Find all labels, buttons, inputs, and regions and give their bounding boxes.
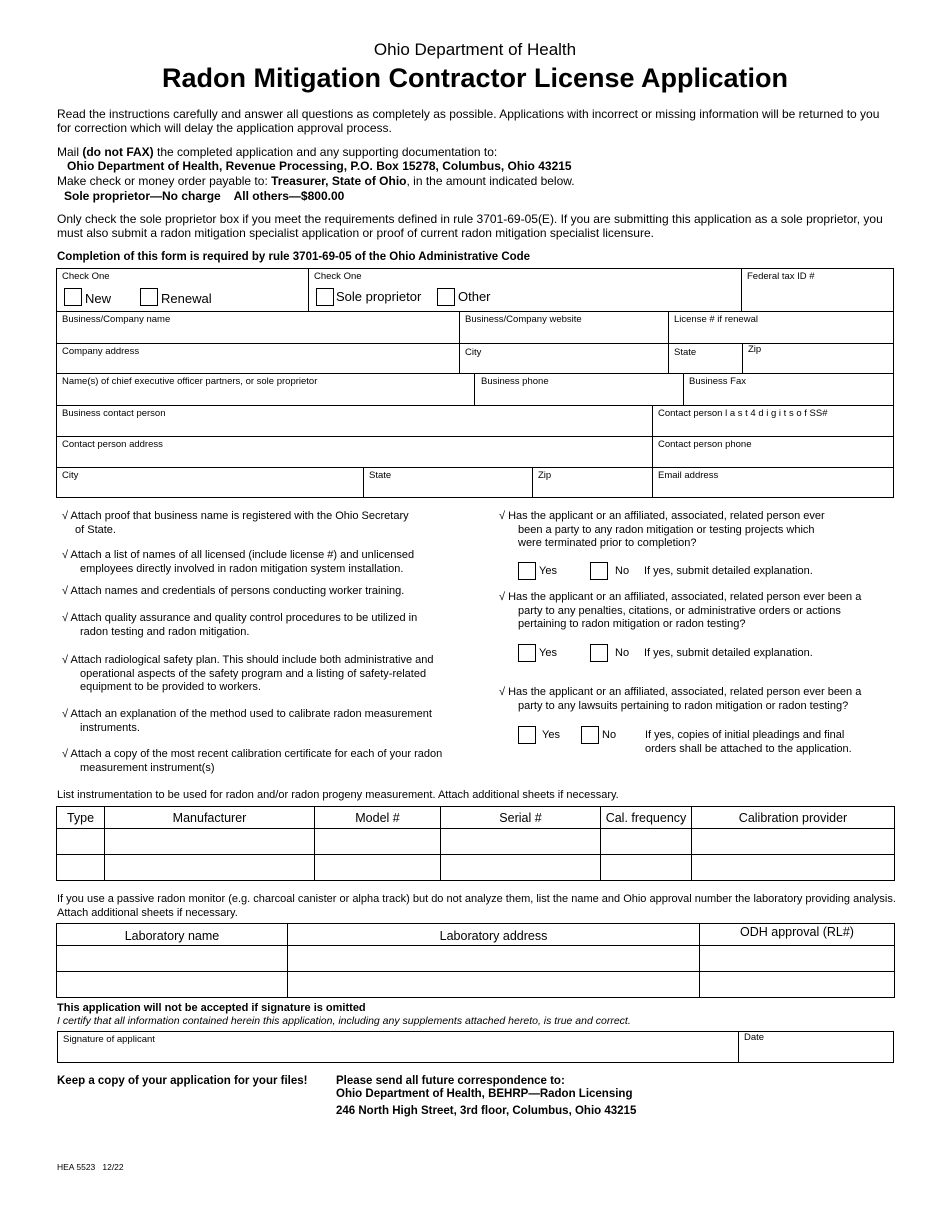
q2-no-checkbox[interactable]: [590, 644, 608, 662]
contact-phone-field[interactable]: Contact person phone: [652, 436, 894, 468]
q2-yes-checkbox[interactable]: [518, 644, 536, 662]
col-odh-approval: ODH approval (RL#): [700, 924, 895, 946]
page-title: Radon Mitigation Contractor License Application: [161, 63, 789, 93]
sole-proprietor-checkbox[interactable]: [316, 288, 334, 306]
business-website-field[interactable]: Business/Company website: [459, 311, 669, 344]
q1-no-label: No: [615, 565, 630, 577]
attachment-item: √ Attach quality assurance and quality control procedures to be utilized in radon testing and radon mitigation.: [62, 612, 418, 638]
other-checkbox[interactable]: [437, 288, 455, 306]
license-number-field[interactable]: License # if renewal: [668, 311, 894, 344]
renewal-checkbox[interactable]: [140, 288, 158, 306]
q3-no-checkbox[interactable]: [581, 726, 599, 744]
attachment-item: √ Attach proof that business name is registered with the Ohio Secretary of State.: [62, 510, 409, 536]
date-field[interactable]: Date: [738, 1031, 894, 1063]
instrumentation-table: [56, 806, 895, 881]
q1-yes-checkbox[interactable]: [518, 562, 536, 580]
question-penalties: √ Has the applicant or an affiliated, associated, related person ever been a party to any penalties, citations, or administrative orders or actions pertaining to radon mitigation or radon testing?: [499, 591, 862, 630]
mail-address: Ohio Department of Health, Revenue Processing, P.O. Box 15278, Columbus, Ohio 43215: [67, 159, 572, 173]
city-field[interactable]: City: [459, 343, 669, 374]
col-manufacturer: Manufacturer: [105, 807, 315, 829]
attachment-item: √ Attach names and credentials of persons conducting worker training.: [62, 585, 405, 597]
col-model: Model #: [315, 807, 441, 829]
new-checkbox[interactable]: [64, 288, 82, 306]
agency-name: Ohio Department of Health: [373, 40, 577, 59]
q1-no-checkbox[interactable]: [590, 562, 608, 580]
question-lawsuits: √ Has the applicant or an affiliated, associated, related person ever been a party to any lawsuits pertaining to radon mitigation or radon testing?: [499, 686, 862, 712]
table-row: [57, 855, 895, 881]
state-field[interactable]: State: [668, 343, 743, 374]
fees-line: Sole proprietor—No charge All others—$800.00: [64, 189, 345, 203]
attachment-item: √ Attach a copy of the most recent calibration certificate for each of your radon measurement instrument(s): [62, 748, 443, 774]
q3-no-label: No: [602, 729, 617, 741]
business-fax-field[interactable]: Business Fax: [683, 373, 894, 406]
instructions-text: Read the instructions carefully and answer all questions as completely as possible. Applications with incorrect or missing information will be returned to you for correction which will delay the application approval process.: [57, 107, 880, 135]
q2-no-label: No: [615, 647, 630, 659]
correspondence-note: Please send all future correspondence to:: [336, 1075, 565, 1087]
question-terminated-projects: √ Has the applicant or an affiliated, associated, related person ever been a party to any radon mitigation or testing projects which were terminated prior to completion?: [499, 510, 825, 549]
ceo-names-field[interactable]: Name(s) of chief executive officer partners, or sole proprietor: [56, 373, 475, 406]
q3-yes-label: Yes: [542, 729, 560, 741]
laboratory-table: [56, 923, 895, 998]
table-row: [57, 972, 895, 998]
table-row: [57, 946, 895, 972]
company-address-field[interactable]: Company address: [56, 343, 460, 374]
col-serial: Serial #: [441, 807, 601, 829]
federal-tax-id-field[interactable]: Federal tax ID #: [741, 268, 894, 312]
form-id: HEA 5523 12/22: [57, 1162, 124, 1172]
attachment-item: √ Attach radiological safety plan. This should include both administrative and operational aspects of the safety program and a listing of safety-related equipment to be provided to workers.: [62, 654, 434, 693]
sole-proprietor-label: Sole proprietor: [336, 289, 422, 304]
correspondence-address-line1: Ohio Department of Health, BEHRP—Radon Licensing: [336, 1088, 633, 1100]
correspondence-address-line2: 246 North High Street, 3rd floor, Columbus, Ohio 43215: [336, 1105, 637, 1117]
email-field[interactable]: Email address: [652, 467, 894, 498]
contact-zip-field[interactable]: Zip: [532, 467, 653, 498]
signature-warning: This application will not be accepted if signature is omitted: [57, 1002, 366, 1014]
contact-state-field[interactable]: State: [363, 467, 533, 498]
check-one-license-type: Check One New Renewal: [56, 268, 309, 312]
instrumentation-note: List instrumentation to be used for radon and/or radon progeny measurement. Attach additional sheets if necessary.: [57, 789, 619, 801]
keep-copy-note: Keep a copy of your application for your files!: [57, 1075, 308, 1087]
contact-ssn-field[interactable]: Contact person l a s t 4 d i g i t s o f SS#: [652, 405, 894, 437]
check-one-business-type: Check One Sole proprietor Other: [308, 268, 742, 312]
certification-text: I certify that all information contained herein this application, including any supplements attached hereto, is true and correct.: [57, 1015, 631, 1027]
signature-field[interactable]: Signature of applicant: [57, 1031, 739, 1063]
col-lab-address: Laboratory address: [288, 924, 700, 946]
col-type: Type: [57, 807, 105, 829]
mail-line: Mail (do not FAX) the completed application and any supporting documentation to:: [57, 145, 498, 159]
attachment-item: √ Attach a list of names of all licensed (include license #) and unlicensed employees directly involved in radon mitigation system installation.: [62, 549, 415, 575]
q2-yes-label: Yes: [539, 647, 557, 659]
other-label: Other: [458, 289, 491, 304]
table-row: [57, 829, 895, 855]
renewal-label: Renewal: [161, 291, 212, 306]
col-lab-name: Laboratory name: [57, 924, 288, 946]
business-phone-field[interactable]: Business phone: [474, 373, 684, 406]
q2-note: If yes, submit detailed explanation.: [644, 647, 813, 659]
q3-note: If yes, copies of initial pleadings and final orders shall be attached to the application.: [645, 729, 852, 755]
new-label: New: [85, 291, 112, 306]
contact-person-field[interactable]: Business contact person: [56, 405, 653, 437]
attachment-item: √ Attach an explanation of the method used to calibrate radon measurement instruments.: [62, 708, 432, 734]
zip-field[interactable]: Zip: [742, 343, 894, 374]
sole-proprietor-note: Only check the sole proprietor box if you meet the requirements defined in rule 3701-69-05(E). If you are submitting this application as a sole proprietor, you must also submit a radon mitigation specialist application or proof of current radon mitigation specialist licensure.: [57, 212, 883, 240]
col-cal-frequency: Cal. frequency: [601, 807, 692, 829]
contact-address-field[interactable]: Contact person address: [56, 436, 653, 468]
q1-yes-label: Yes: [539, 565, 557, 577]
contact-city-field[interactable]: City: [56, 467, 364, 498]
q1-note: If yes, submit detailed explanation.: [644, 565, 813, 577]
laboratory-note: If you use a passive radon monitor (e.g. charcoal canister or alpha track) but do not analyze them, list the name and Ohio approval number the laboratory providing analysis. Attach additional sheets if necessary.: [57, 893, 896, 919]
payable-line: Make check or money order payable to: Treasurer, State of Ohio, in the amount indicated below.: [57, 174, 575, 188]
rule-note: Completion of this form is required by rule 3701-69-05 of the Ohio Administrative Code: [57, 251, 531, 263]
business-name-field[interactable]: Business/Company name: [56, 311, 460, 344]
col-calibration-provider: Calibration provider: [692, 807, 895, 829]
q3-yes-checkbox[interactable]: [518, 726, 536, 744]
